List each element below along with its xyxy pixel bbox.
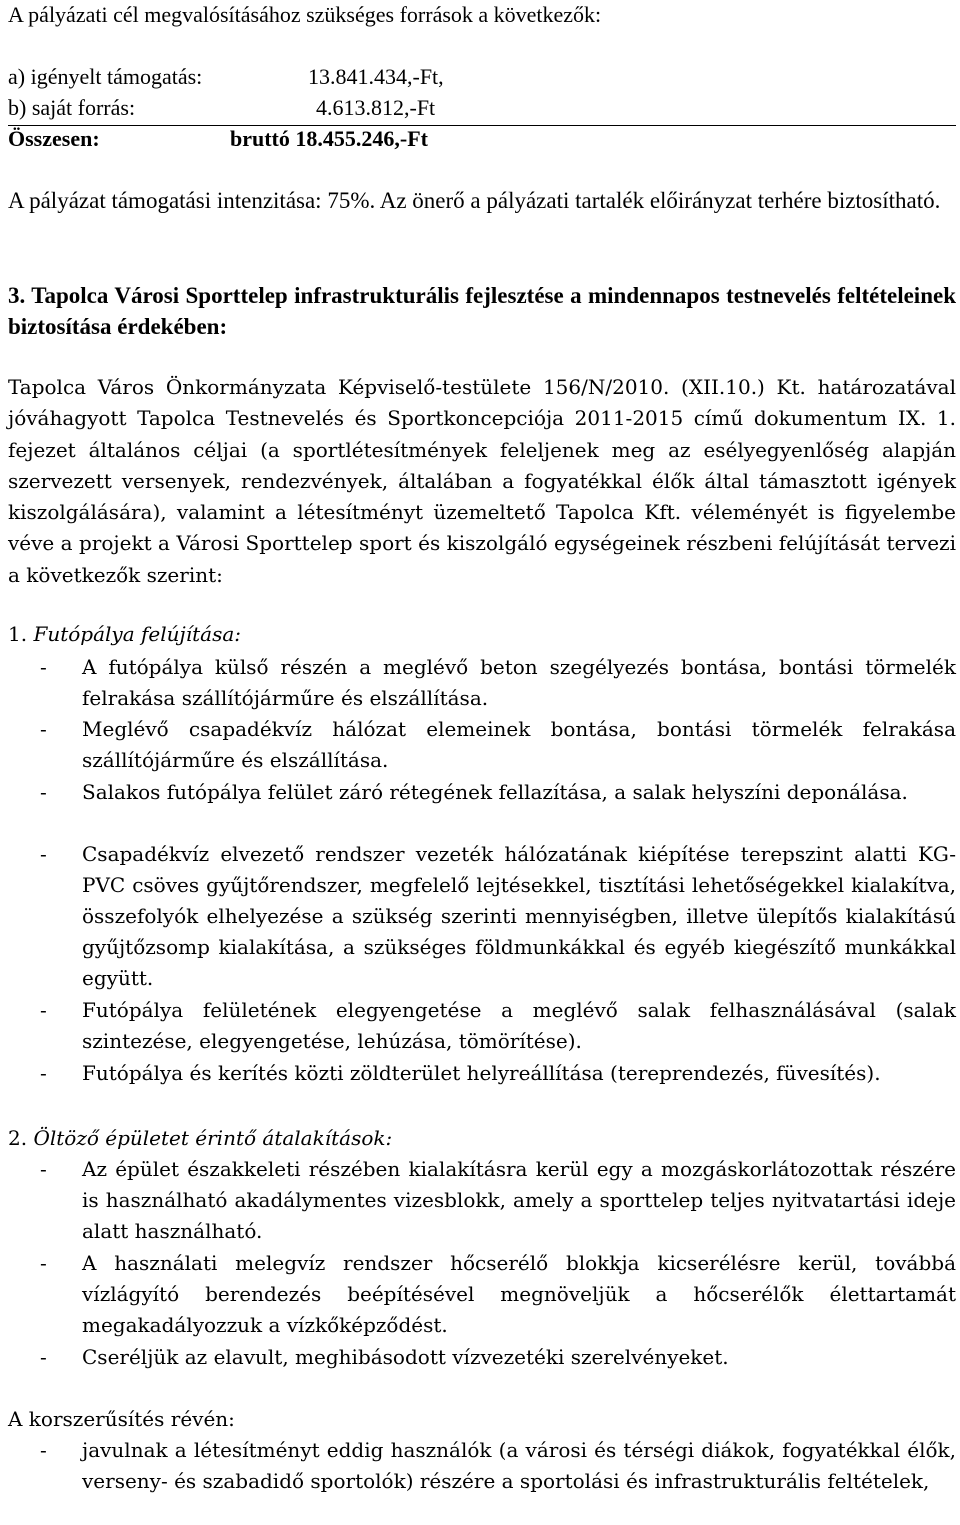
section2-item: A használati melegvíz rendszer hőcserélő blokkja kicserélésre kerül, továbbá vízlágyító berendezés beépítésével megnöveljük a hőcserélők élettartamát megakadályozzuk a vízkőképződést. — [82, 1251, 956, 1337]
own-resource-label: b) saját forrás: — [8, 95, 136, 120]
bullet-dash: - — [40, 1061, 47, 1085]
section1-item: Meglévő csapadékvíz hálózat elemeinek bontása, bontási törmelék felrakása szállítójárműre és elszállítása. — [82, 717, 956, 772]
section1-number: 1. — [8, 622, 28, 646]
section1-item: Futópálya és kerítés közti zöldterület helyreállítása (tereprendezés, füvesítés). — [82, 1061, 881, 1085]
section1-item: Csapadékvíz elvezető rendszer vezeték hálózatának kiépítése terepszint alatti KG-PVC csöves gyűjtőrendszer, megfelelő lejtésekkel, tisztítási lehetőségekkel kialakítva, összefolyók elhelyezése a szükség szerinti mennyiségben, illetve ülepítős kialakítású gyűjtőzsomp kialakítása, a szükséges földmunkákkal és egyéb kiegészítő munkákkal együtt. — [82, 842, 956, 990]
total-label: Összesen: — [8, 126, 100, 151]
bullet-dash: - — [40, 1251, 47, 1275]
section1-item: Salakos futópálya felület záró rétegének fellazítása, a salak helyszíni deponálása. — [82, 780, 908, 804]
section2-number: 2. — [8, 1126, 28, 1150]
section1-item: Futópálya felületének elegyengetése a meglévő salak felhasználásával (salak szintezése, elegyengetése, lehúzása, tömörítése). — [82, 998, 956, 1053]
section3-title: 3. Tapolca Városi Sporttelep infrastrukturális fejlesztése a mindennapos testnevelés feltételeinek biztosítása érdekében: — [8, 283, 956, 339]
resources-heading: A pályázati cél megvalósításához szükséges források a következők: — [8, 2, 602, 27]
bullet-dash: - — [40, 842, 47, 866]
total-value: bruttó 18.455.246,-Ft — [230, 126, 428, 151]
total-separator-line — [8, 125, 956, 126]
bullet-dash: - — [40, 998, 47, 1022]
bullet-dash: - — [40, 1438, 47, 1462]
requested-funding-label: a) igényelt támogatás: — [8, 64, 203, 89]
section2-title: Öltöző épületet érintő átalakítások: — [33, 1126, 393, 1150]
section2-item: Cseréljük az elavult, meghibásodott vízvezetéki szerelvényeket. — [82, 1345, 729, 1369]
bullet-dash: - — [40, 780, 47, 804]
requested-funding-value: 13.841.434,-Ft, — [308, 64, 444, 89]
bullet-dash: - — [40, 1157, 47, 1181]
support-intensity-paragraph: A pályázat támogatási intenzitása: 75%. Az önerő a pályázati tartalék előirányzat terhére biztosítható. — [8, 188, 941, 213]
section1-heading — [8, 624, 241, 644]
section1-title: Futópálya felújítása: — [33, 622, 241, 646]
bullet-dash: - — [40, 655, 47, 679]
benefits-heading: A korszerűsítés révén: — [8, 1407, 235, 1431]
bullet-dash: - — [40, 1345, 47, 1369]
benefits-item: javulnak a létesítményt eddig használók (a városi és térségi diákok, fogyatékkal élők, verseny- és szabadidő sportolók) részére a sportolási és infrastrukturális feltételek, — [82, 1438, 956, 1493]
bullet-dash: - — [40, 717, 47, 741]
section2-item: Az épület északkeleti részében kialakításra kerül egy a mozgáskorlátozottak részére is használható akadálymentes vizesblokk, amely a sporttelep teljes nyitvatartási ideje alatt használható. — [82, 1157, 956, 1243]
intro-paragraph: Tapolca Város Önkormányzata Képviselő-testülete 156/N/2010. (XII.10.) Kt. határozatával jóváhagyott Tapolca Testnevelés és Sportkoncepciója 2011-2015 című dokumentum IX. 1. fejezet általános céljai (a sportlétesítmények feleljenek meg az esélyegyenlőség alapján szervezett versenyek, rendezvények, általában a fogyatékkal élők által támasztott igények kiszolgálására), valamint a létesítményt üzemeltető Tapolca Kft. véleményét is figyelembe véve a projekt a Városi Sporttelep sport és kiszolgáló egységeinek részbeni felújítását tervezi a következők szerint: — [8, 375, 956, 587]
section1-item: A futópálya külső részén a meglévő beton szegélyezés bontása, bontási törmelék felrakása szállítójárműre és elszállítása. — [82, 655, 956, 710]
own-resource-value: 4.613.812,-Ft — [316, 95, 436, 120]
section2-heading — [8, 1128, 392, 1148]
